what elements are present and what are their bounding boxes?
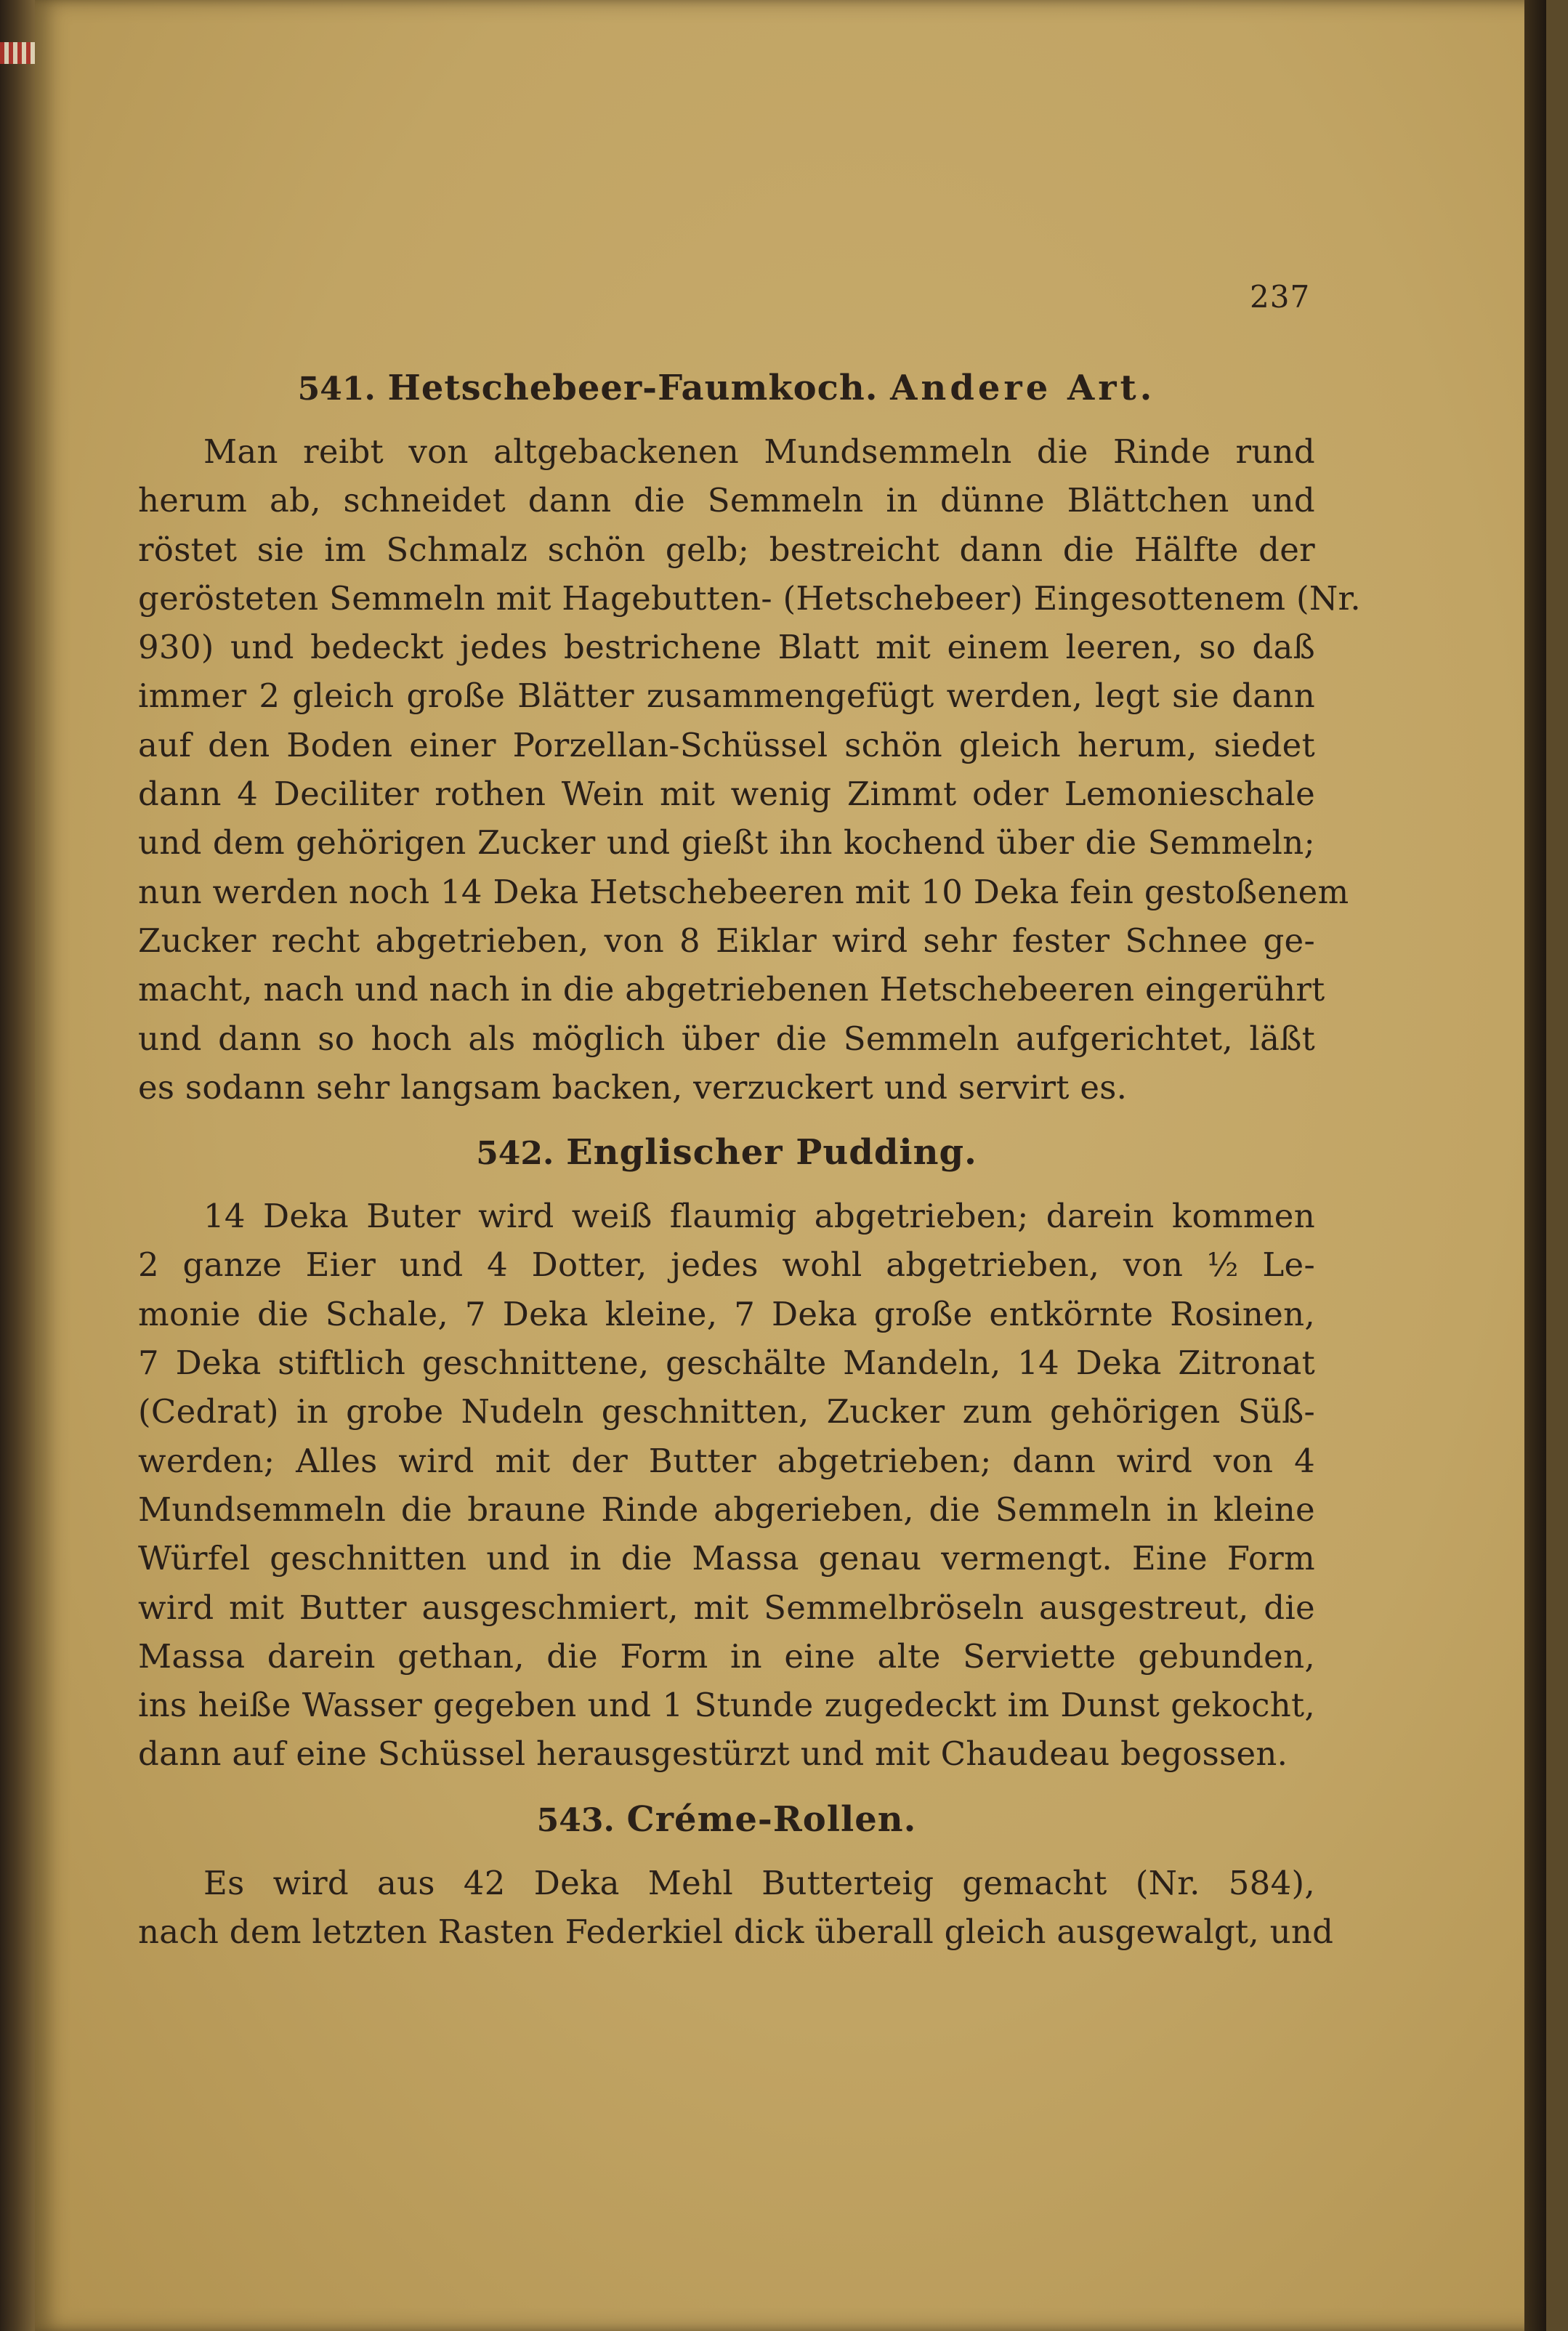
text-line: wird mit Butter ausgeschmiert, mit Semmelbröseln ausgestreut, die xyxy=(138,1588,1315,1627)
text-line: 7 Deka stiftlich geschnittene, geschälte Mandeln, 14 Deka Zitronat xyxy=(138,1344,1315,1383)
text-line: röstet sie im Schmalz schön gelb; bestreicht dann die Hälfte der xyxy=(138,530,1315,569)
text-line: es sodann sehr langsam backen, verzuckert und servirt es. xyxy=(138,1067,1128,1107)
text-line: Es wird aus 42 Deka Mehl Butterteig gemacht (Nr. 584), xyxy=(203,1863,1315,1902)
recipe-heading-542 xyxy=(138,1128,1315,1179)
text-line: werden; Alles wird mit der Butter abgetrieben; dann wird von 4 xyxy=(138,1441,1315,1480)
text-line: dann auf eine Schüssel herausgestürzt und mit Chaudeau begossen. xyxy=(138,1734,1288,1774)
recipe-title: Englischer Pudding. xyxy=(566,1132,977,1173)
text-line: gerösteten Semmeln mit Hagebutten- (Hetschebeer) Eingesottenem (Nr. xyxy=(138,578,1361,618)
text-line: und dem gehörigen Zucker und gießt ihn kochend über die Semmeln; xyxy=(138,823,1315,862)
text-line: 2 ganze Eier und 4 Dotter, jedes wohl abgetrieben, von ½ Le- xyxy=(138,1245,1315,1285)
recipe-body-541 xyxy=(138,427,1361,1112)
text-line: Würfel geschnitten und in die Massa genau vermengt. Eine Form xyxy=(138,1539,1315,1578)
recipe-heading-543 xyxy=(138,1795,1315,1846)
recipe-title: Créme-Rollen. xyxy=(626,1798,917,1840)
text-line: herum ab, schneidet dann die Semmeln in dünne Blättchen und xyxy=(138,481,1315,520)
text-line: immer 2 gleich große Blätter zusammengefügt werden, legt sie dann xyxy=(138,676,1315,716)
recipe-title: Hetschebeer-Faumkoch. xyxy=(387,368,878,408)
text-line: Zucker recht abgetrieben, von 8 Eiklar wird sehr fester Schnee ge- xyxy=(138,921,1315,960)
text-line: Mundsemmeln die braune Rinde abgerieben, die Semmeln in kleine xyxy=(138,1490,1315,1529)
text-line: monie die Schale, 7 Deka kleine, 7 Deka große entkörnte Rosinen, xyxy=(138,1294,1315,1333)
recipe-body-543 xyxy=(138,1859,1334,1957)
recipe-body-542 xyxy=(138,1192,1315,1779)
recipe-number: 543. xyxy=(536,1801,615,1839)
page-edge-shadow xyxy=(1524,0,1546,2331)
book-spine xyxy=(0,0,35,2331)
recipe-subtitle: Andere Art. xyxy=(890,368,1156,408)
text-line: macht, nach und nach in die abgetriebenen Hetschebeeren eingerührt xyxy=(138,970,1325,1009)
text-line: Man reibt von altgebackenen Mundsemmeln die Rinde rund xyxy=(203,432,1315,471)
page-content xyxy=(138,276,1361,1956)
text-line: nun werden noch 14 Deka Hetschebeeren mit 10 Deka fein gestoßenem xyxy=(138,872,1349,911)
recipe-number: 541. xyxy=(297,371,376,408)
text-line: und dann so hoch als möglich über die Semmeln aufgerichtet, läßt xyxy=(138,1019,1315,1058)
recipe-number: 542. xyxy=(476,1135,554,1173)
text-line: auf den Boden einer Porzellan-Schüssel schön gleich herum, siedet xyxy=(138,725,1315,764)
text-line: Massa darein gethan, die Form in eine alte Serviette gebunden, xyxy=(138,1636,1315,1676)
text-line: (Cedrat) in grobe Nudeln geschnitten, Zucker zum gehörigen Süß- xyxy=(138,1392,1315,1431)
recipe-heading-541 xyxy=(138,363,1315,414)
text-line: 14 Deka Buter wird weiß flaumig abgetrieben; darein kommen xyxy=(203,1197,1315,1236)
text-line: dann 4 Deciliter rothen Wein mit wenig Zimmt oder Lemonieschale xyxy=(138,775,1315,814)
text-line: nach dem letzten Rasten Federkiel dick überall gleich ausgewalgt, und xyxy=(138,1912,1334,1952)
page-number: 237 xyxy=(1250,279,1311,315)
text-line: 930) und bedeckt jedes bestrichene Blatt mit einem leeren, so daß xyxy=(138,628,1315,667)
text-line: ins heiße Wasser gegeben und 1 Stunde zugedeckt im Dunst gekocht, xyxy=(138,1686,1315,1725)
